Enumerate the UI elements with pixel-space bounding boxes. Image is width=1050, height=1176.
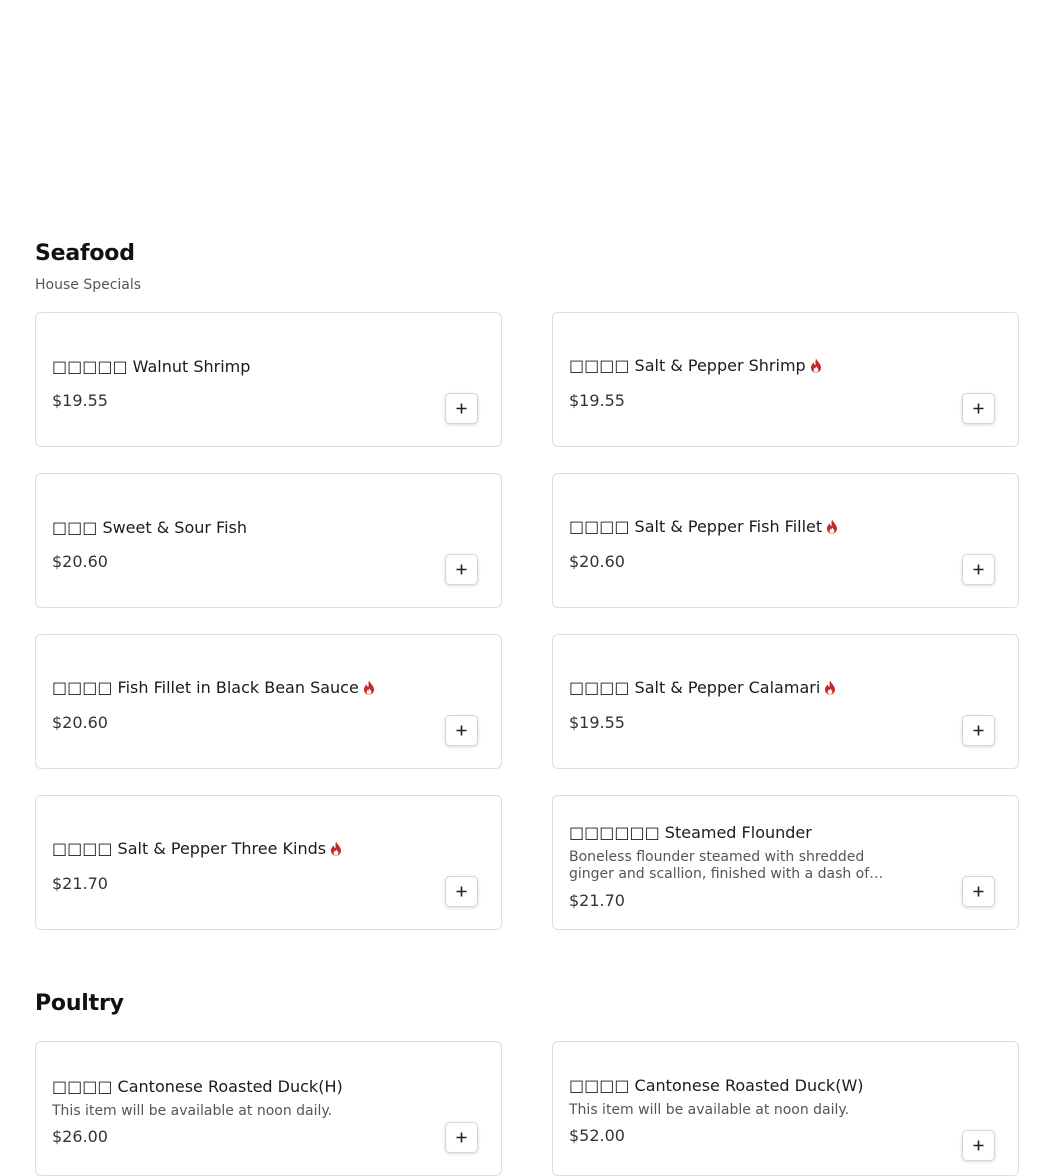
plus-icon [456,886,467,897]
menu-item-description: Boneless flounder steamed with shredded ginger and scallion, finished with a dash of [569,849,870,882]
menu-item-name: □□□□ Cantonese Roasted Duck(H) [52,1077,343,1096]
menu-item-card[interactable] [552,312,1019,447]
menu-item-price: $19.55 [569,391,625,410]
menu-item-price: $20.60 [52,552,108,571]
menu-item-card[interactable] [552,1041,1019,1176]
flame-icon [810,358,822,373]
menu-item-name: □□□□ Salt & Pepper Calamari [569,678,836,697]
add-item-button[interactable] [445,554,478,585]
add-item-button[interactable] [962,393,995,424]
menu-item-price: $19.55 [569,713,625,732]
section-subtitle-seafood: House Specials [35,277,142,293]
flame-icon [330,841,342,856]
menu-item-name: □□□□ Salt & Pepper Shrimp [569,356,822,375]
menu-item-name: □□□□□□ Steamed Flounder [569,823,812,842]
menu-item-name: □□□□ Fish Fillet in Black Bean Sauce [52,678,375,697]
menu-item-name: □□□ Sweet & Sour Fish [52,518,247,537]
menu-item-card[interactable] [552,473,1019,608]
menu-item-card[interactable] [35,795,502,930]
flame-icon [363,680,375,695]
menu-item-price: $19.55 [52,391,108,410]
menu-item-card[interactable] [35,312,502,447]
plus-icon [973,403,984,414]
menu-item-name: □□□□□ Walnut Shrimp [52,357,251,376]
plus-icon [973,564,984,575]
add-item-button[interactable] [445,393,478,424]
add-item-button[interactable] [962,554,995,585]
menu-item-price: $52.00 [569,1126,625,1145]
plus-icon [456,564,467,575]
plus-icon [456,725,467,736]
plus-icon [456,1132,467,1143]
flame-icon [826,519,838,534]
menu-item-card[interactable] [552,634,1019,769]
menu-item-price: $20.60 [569,552,625,571]
menu-item-price: $20.60 [52,713,108,732]
plus-icon [973,725,984,736]
add-item-button[interactable] [962,715,995,746]
menu-item-description: This item will be available at noon daily. [569,1102,850,1118]
menu-item-name: □□□□ Cantonese Roasted Duck(W) [569,1076,864,1095]
menu-item-card[interactable] [35,1041,502,1176]
menu-item-name: □□□□ Salt & Pepper Fish Fillet [569,517,838,536]
menu-item-price: $26.00 [52,1127,108,1146]
plus-icon [456,403,467,414]
add-item-button[interactable] [445,1122,478,1153]
add-item-button[interactable] [445,876,478,907]
flame-icon [824,680,836,695]
menu-item-card[interactable] [35,634,502,769]
menu-item-card[interactable] [552,795,1019,930]
menu-item-price: $21.70 [569,891,625,910]
section-title-poultry: Poultry [35,991,124,1016]
add-item-button[interactable] [962,876,995,907]
menu-item-price: $21.70 [52,874,108,893]
section-title-seafood: Seafood [35,241,135,266]
menu-item-description: This item will be available at noon daily. [52,1103,333,1119]
menu-item-name: □□□□ Salt & Pepper Three Kinds [52,839,342,858]
add-item-button[interactable] [445,715,478,746]
add-item-button[interactable] [962,1130,995,1161]
menu-item-card[interactable] [35,473,502,608]
plus-icon [973,886,984,897]
